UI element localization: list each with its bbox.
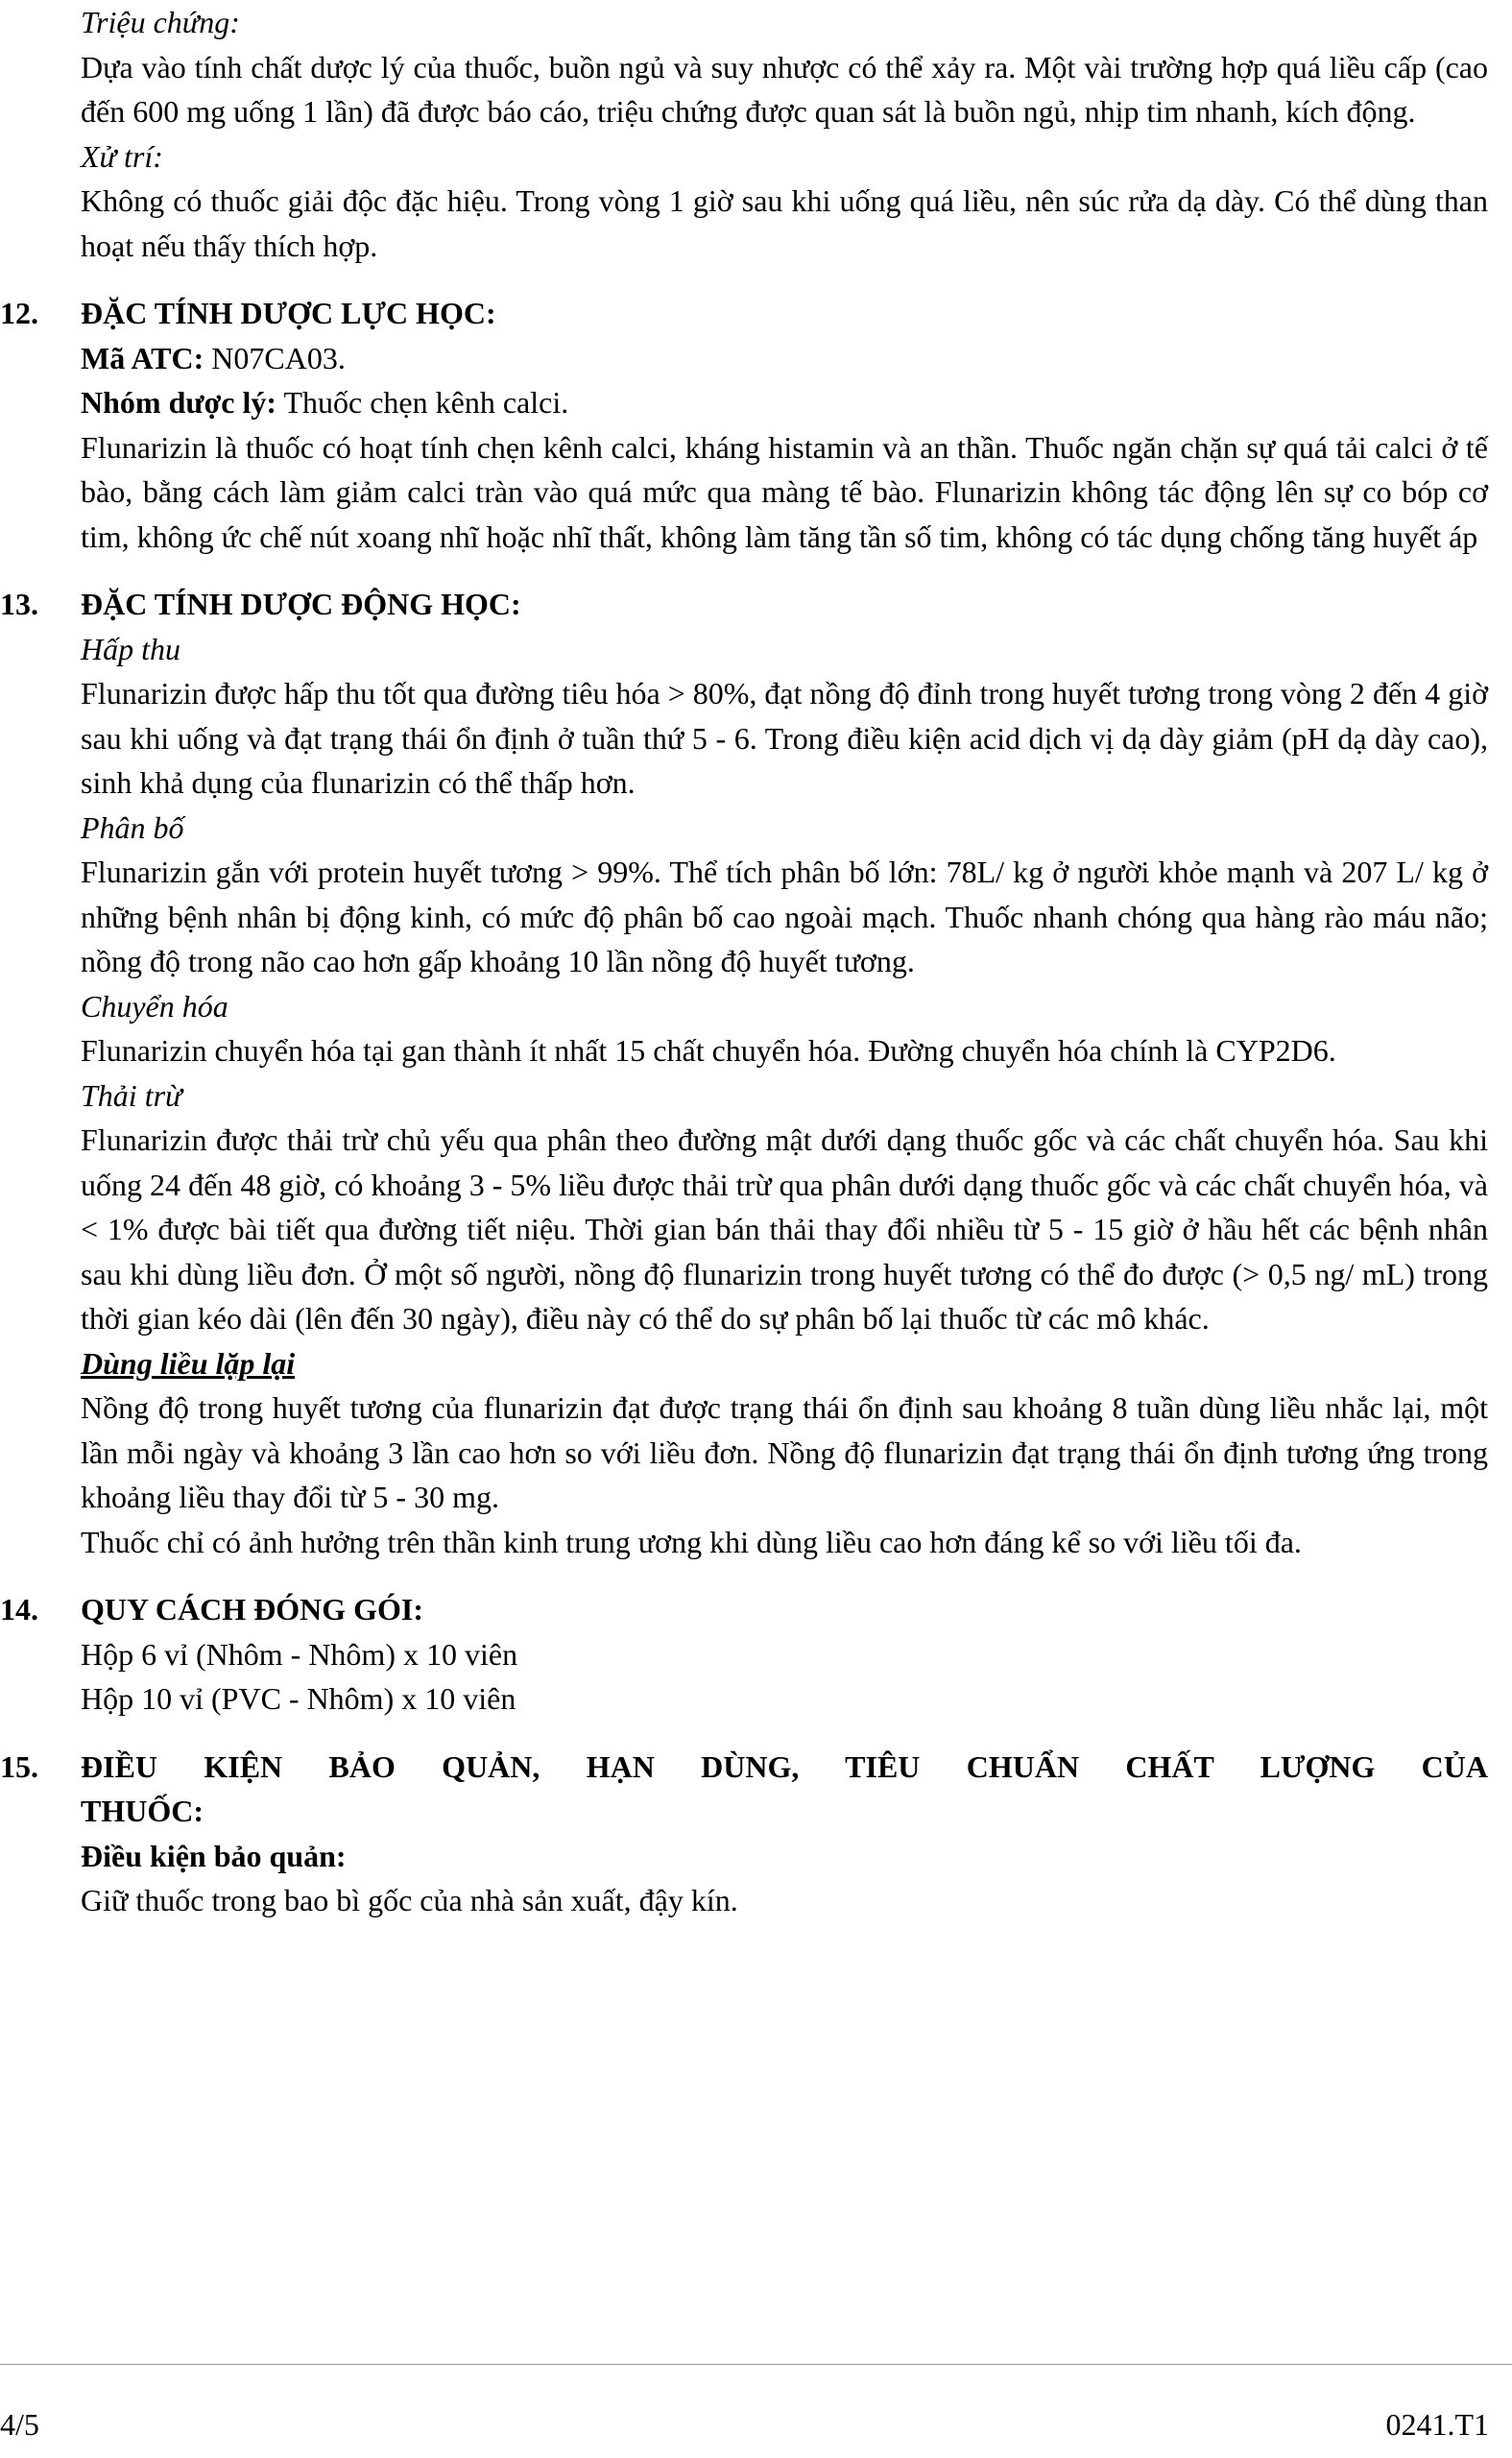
distribution-text: Flunarizin gắn với protein huyết tương > 99%. Thể tích phân bố lớn: 78L/ kg ở người khỏe mạnh và 207 L/ kg ở những bệnh nhân bị động kinh, có mức độ phân bố cao ngoài mạch. Thuốc nhanh chóng qua hàng rào máu não; nồng độ trong não cao hơn gấp khoảng 10 lần nồng độ huyết tương.	[81, 855, 1488, 978]
absorption-text: Flunarizin được hấp thu tốt qua đường tiêu hóa > 80%, đạt nồng độ đỉnh trong huyết tương trong vòng 2 đến 4 giờ sau khi uống và đạt trạng thái ổn định ở tuần thứ 5 - 6. Trong điều kiện acid dịch vị dạ dày giảm (pH dạ dày cao), sinh khả dụng của flunarizin có thể thấp hơn.	[81, 676, 1488, 800]
section-15-number: 15.	[0, 1748, 38, 1784]
document-code: 0241.T1	[1385, 2407, 1489, 2442]
pharm-group-line	[81, 380, 1488, 425]
spacer	[81, 559, 1488, 582]
footer-divider	[0, 2364, 1512, 2365]
spacer	[81, 1564, 1488, 1587]
section-12-title: ĐẶC TÍNH DƯỢC LỰC HỌC:	[81, 296, 496, 330]
symptoms-label: Triệu chứng:	[81, 5, 240, 39]
section-13-number: 13.	[0, 587, 38, 621]
section-13-title: ĐẶC TÍNH DƯỢC ĐỘNG HỌC:	[81, 587, 521, 621]
atc-code-label: Mã ATC:	[81, 340, 204, 375]
section-15-title: ĐIỀU KIỆN BẢO QUẢN, HẠN DÙNG, TIÊU CHUẨN CHẤT LƯỢNG CỦA	[81, 1748, 1488, 1784]
absorption-label: Hấp thu	[81, 631, 180, 666]
storage-text: Giữ thuốc trong bao bì gốc của nhà sản xuất, đậy kín.	[81, 1883, 738, 1917]
section-14-heading	[0, 1587, 1488, 1632]
distribution-label: Phân bố	[81, 809, 184, 845]
section-14-title: QUY CÁCH ĐÓNG GÓI:	[81, 1592, 424, 1627]
section-14-number: 14.	[0, 1592, 38, 1627]
repeated-dosing-text-1: Nồng độ trong huyết tương của flunarizin đạt được trạng thái ổn định sau khoảng 8 tuần dùng liều nhắc lại, một lần mỗi ngày và khoảng 3 lần cao hơn so với liều đơn. Nồng độ flunarizin đạt trạng thái ổn định tương ứng trong khoảng liều thay đổi từ 5 - 30 mg.	[81, 1390, 1488, 1514]
metabolism-label: Chuyển hóa	[81, 988, 228, 1024]
treatment-label: Xử trí:	[81, 138, 163, 174]
repeated-dosing-text-2: Thuốc chỉ có ảnh hưởng trên thần kinh trung ương khi dùng liều cao hơn đáng kể so với liều tối đa.	[81, 1524, 1302, 1559]
section-15-heading	[0, 1745, 1488, 1790]
atc-code-value: N07CA03.	[204, 340, 346, 375]
packaging-line-2: Hộp 10 vỉ (PVC - Nhôm) x 10 viên	[81, 1681, 516, 1716]
elimination-text: Flunarizin được thải trừ chủ yếu qua phân theo đường mật dưới dạng thuốc gốc và các chất chuyển hóa. Sau khi uống 24 đến 48 giờ, có khoảng 3 - 5% liều được thải trừ qua phân dưới dạng thuốc gốc và các chất chuyển hóa, và < 1% được bài tiết qua đường tiết niệu. Thời gian bán thải thay đổi nhiều từ 5 - 15 giờ ở hầu hết các bệnh nhân sau khi dùng liều đơn. Ở một số người, nồng độ flunarizin trong huyết tương có thể đo được (> 0,5 ng/ mL) trong thời gian kéo dài (lên đến 30 ngày), điều này có thể do sự phân bố lại thuốc từ các mô khác.	[81, 1122, 1488, 1336]
pharmacodynamics-text: Flunarizin là thuốc có hoạt tính chẹn kênh calci, kháng histamin và an thần. Thuốc ngăn chặn sự quá tải calci ở tế bào, bằng cách làm giảm calci tràn vào quá mức qua màng tế bào. Flunarizin không tác động lên sự co bóp cơ tim, không ức chế nút xoang nhĩ hoặc nhĩ thất, không làm tăng tần số tim, không có tác dụng chống tăng huyết áp	[81, 429, 1488, 554]
storage-label: Điều kiện bảo quản:	[81, 1838, 347, 1873]
treatment-text: Không có thuốc giải độc đặc hiệu. Trong vòng 1 giờ sau khi uống quá liều, nên súc rửa dạ dày. Có thể dùng than hoạt nếu thấy thích hợp.	[81, 183, 1488, 263]
page-number: 4/5	[0, 2407, 39, 2442]
atc-code-line	[81, 336, 1488, 381]
pharm-group-value: Thuốc chẹn kênh calci.	[276, 385, 569, 420]
metabolism-text: Flunarizin chuyển hóa tại gan thành ít nhất 15 chất chuyển hóa. Đường chuyển hóa chính là CYP2D6.	[81, 1033, 1336, 1068]
spacer	[81, 1722, 1488, 1745]
section-12-heading	[0, 291, 1488, 336]
elimination-label: Thải trừ	[81, 1077, 182, 1113]
packaging-line-1: Hộp 6 vỉ (Nhôm - Nhôm) x 10 viên	[81, 1636, 518, 1672]
pharm-group-label: Nhóm dược lý:	[81, 385, 277, 420]
section-12-number: 12.	[0, 296, 38, 330]
repeated-dosing-label: Dùng liều lặp lại	[81, 1345, 296, 1381]
section-13-heading	[0, 582, 1488, 627]
section-15-heading-cont: THUỐC:	[81, 1794, 204, 1828]
spacer	[81, 268, 1488, 291]
symptoms-text: Dựa vào tính chất dược lý của thuốc, buồn ngủ và suy nhược có thể xảy ra. Một vài trường hợp quá liều cấp (cao đến 600 mg uống 1 lần) đã được báo cáo, triệu chứng được quan sát là buồn ngủ, nhịp tim nhanh, kích động.	[81, 49, 1488, 129]
